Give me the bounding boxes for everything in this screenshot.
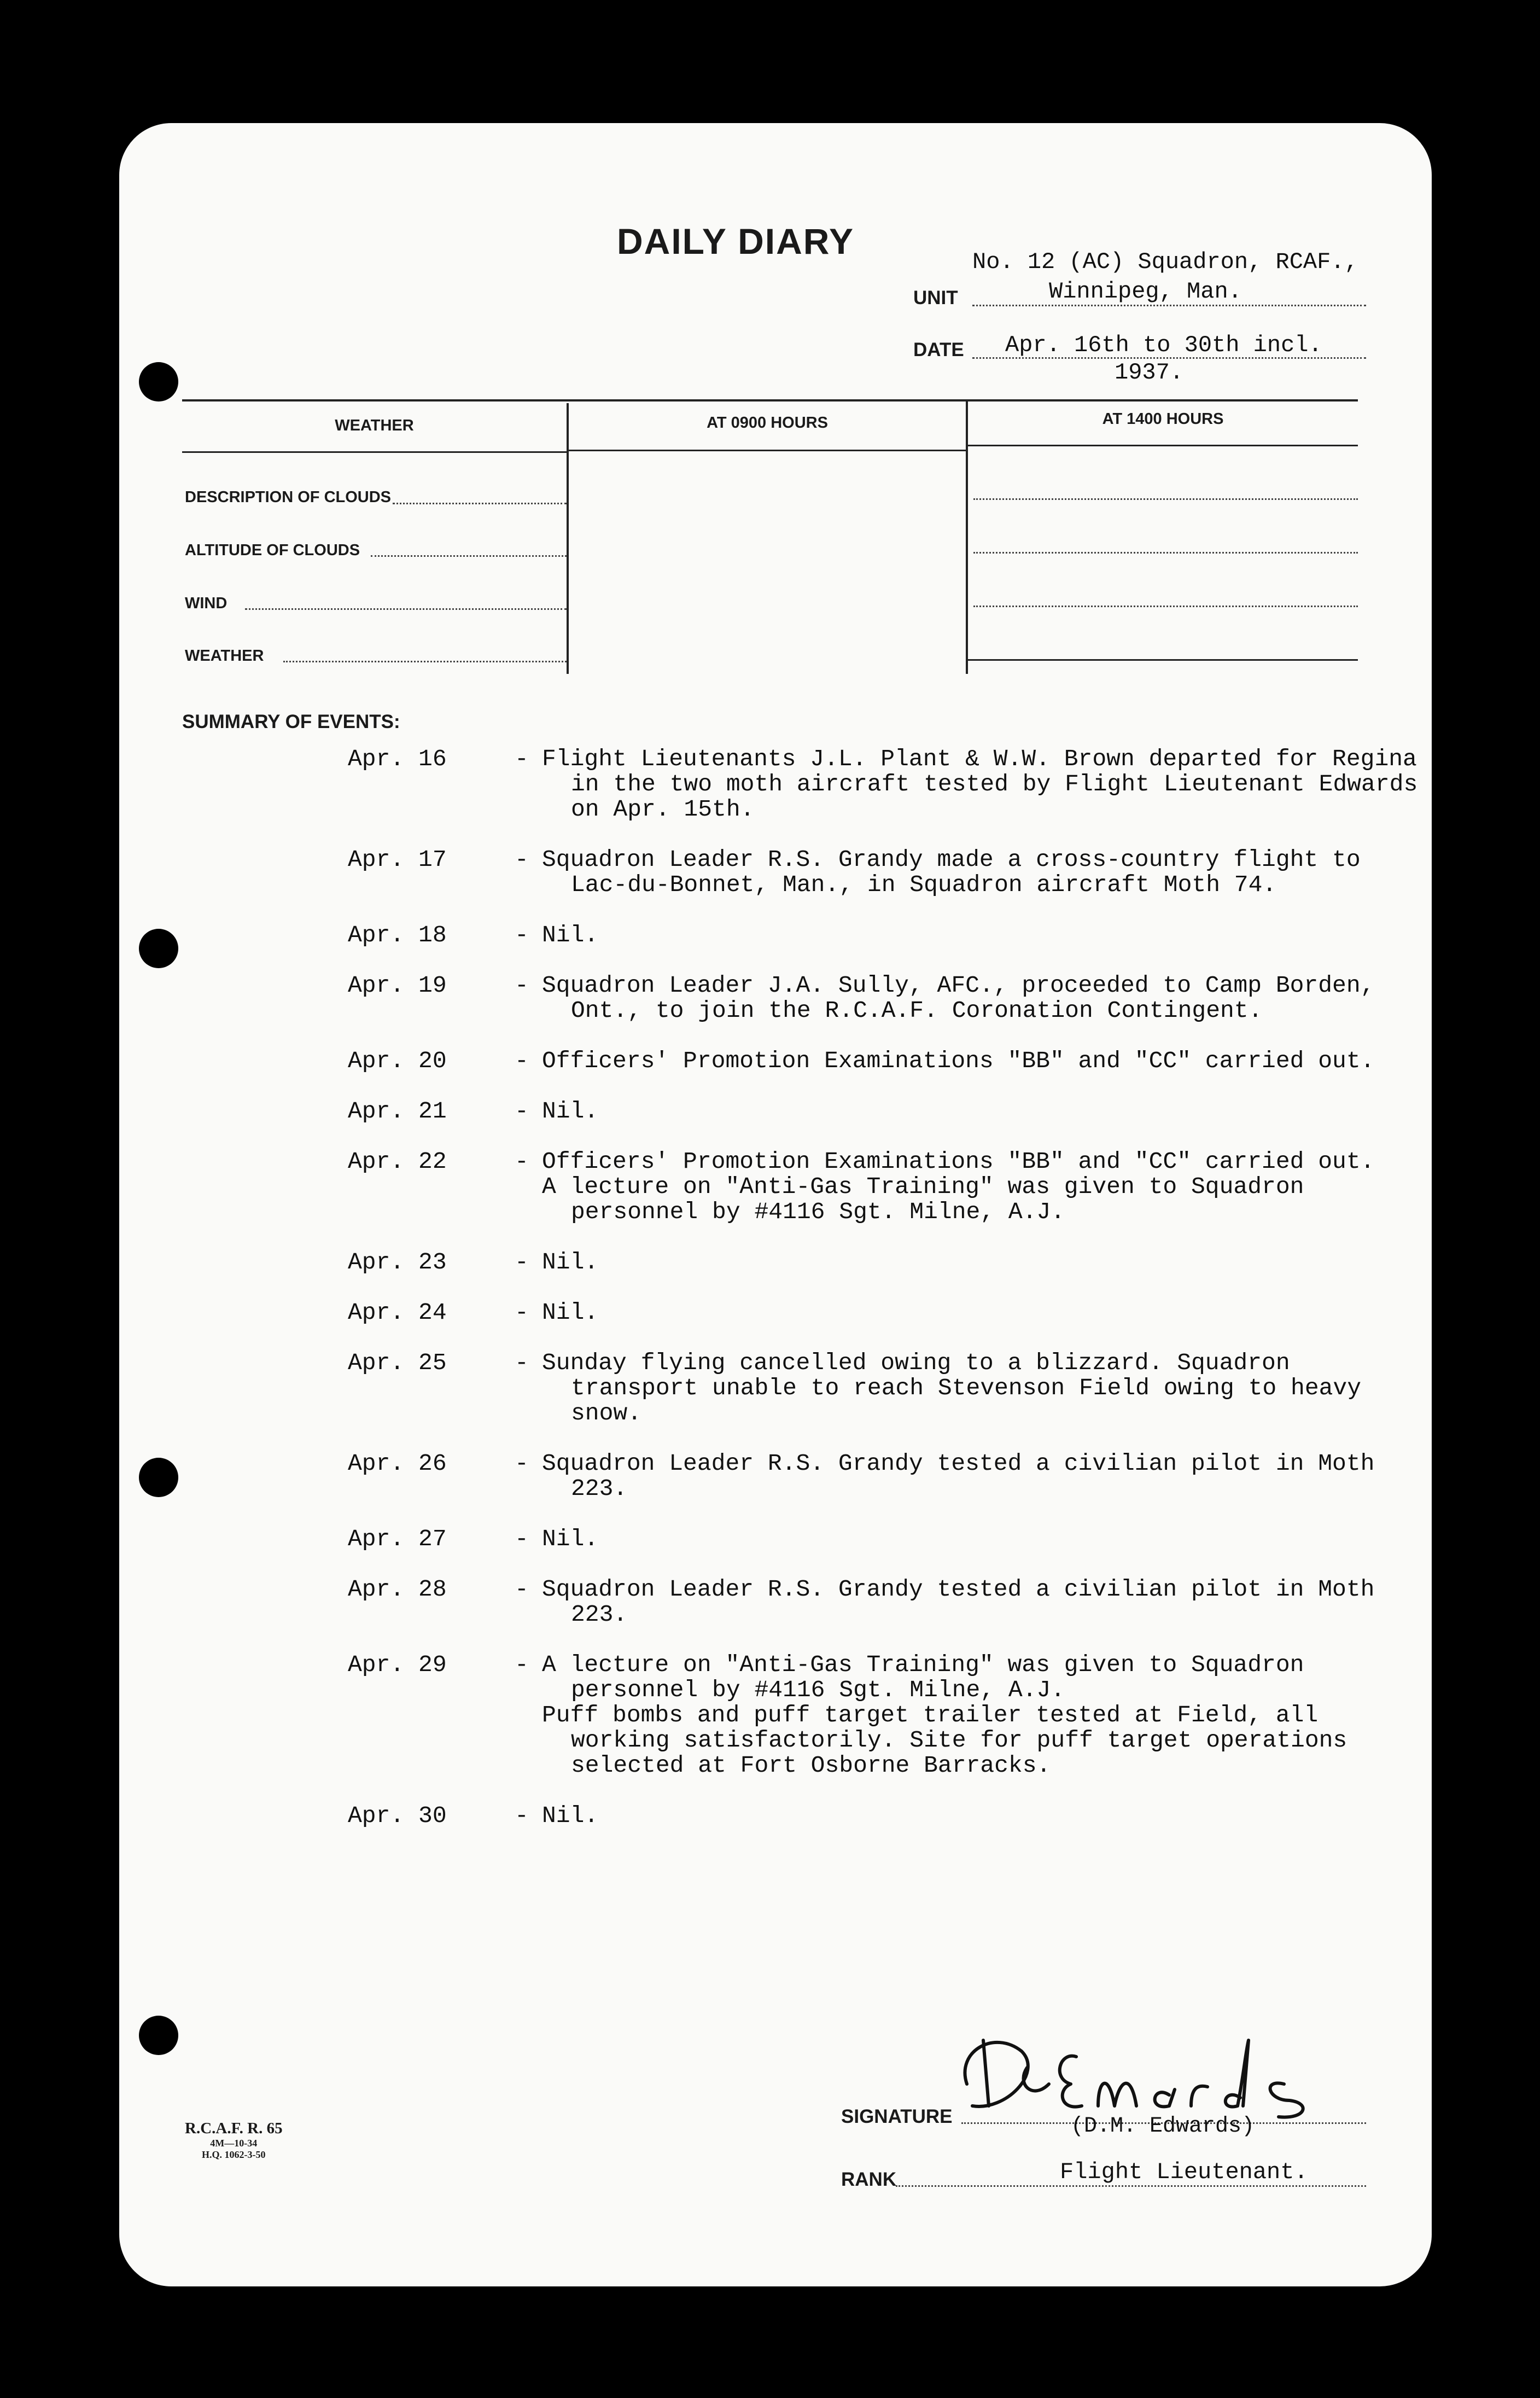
event-paragraph: A lecture on "Anti-Gas Training" was given to Squadron personnel by #4116 Sgt. Milne, A.J.	[542, 1651, 1304, 1703]
event-text	[542, 1049, 1420, 1074]
rank-dotted-line	[896, 2185, 1366, 2187]
signature-label: SIGNATURE	[841, 2106, 953, 2127]
event-text	[542, 1451, 1420, 1501]
event-entry	[348, 1652, 1420, 1778]
event-dash: -	[515, 1651, 529, 1678]
rank-label: RANK	[841, 2169, 897, 2190]
event-text	[542, 1577, 1420, 1627]
form-code-line-1: R.C.A.F. R. 65	[185, 2120, 283, 2137]
event-text	[542, 747, 1420, 822]
event-paragraph: Officers' Promotion Examinations "BB" and "CC" carried out.	[542, 1148, 1375, 1175]
event-entry	[348, 1149, 1420, 1225]
form-code	[185, 2120, 283, 2161]
event-date: Apr. 27	[348, 1526, 447, 1552]
event-dash: -	[515, 1299, 529, 1326]
table-top-rule	[182, 399, 1358, 401]
unit-dotted-line	[972, 305, 1366, 306]
event-date: Apr. 29	[348, 1651, 447, 1678]
event-date: Apr. 28	[348, 1576, 447, 1603]
event-paragraph: Squadron Leader R.S. Grandy tested a civilian pilot in Moth 223.	[542, 1576, 1375, 1628]
event-dash: -	[515, 1098, 529, 1125]
col-weather-header: WEATHER	[335, 417, 414, 434]
header-rule	[968, 445, 1358, 446]
header-rule	[569, 450, 966, 451]
event-paragraph: Nil.	[542, 1526, 599, 1552]
event-entry	[348, 1099, 1420, 1124]
event-text	[542, 1099, 1420, 1124]
event-dash: -	[515, 922, 529, 948]
event-entry	[348, 1351, 1420, 1426]
form-code-line-2: 4M—10-34	[210, 2138, 258, 2149]
event-date: Apr. 26	[348, 1450, 447, 1477]
event-dash: -	[515, 1349, 529, 1376]
event-date: Apr. 19	[348, 972, 447, 999]
event-dash: -	[515, 1450, 529, 1477]
event-text	[542, 1803, 1420, 1829]
event-date: Apr. 30	[348, 1802, 447, 1829]
event-date: Apr. 25	[348, 1349, 447, 1376]
event-paragraph: Officers' Promotion Examinations "BB" and "CC" carried out.	[542, 1047, 1375, 1074]
unit-label: UNIT	[913, 287, 958, 309]
signature-printed-name: (D.M. Edwards)	[1071, 2114, 1255, 2139]
event-paragraph: Flight Lieutenants J.L. Plant & W.W. Brown departed for Regina in the two moth aircraft tested by Flight Lieutenant Edwards on Apr. 15th.	[542, 746, 1418, 823]
summary-heading: SUMMARY OF EVENTS:	[182, 711, 400, 732]
punch-hole	[139, 1458, 178, 1497]
event-text	[542, 1300, 1420, 1325]
event-date: Apr. 21	[348, 1098, 447, 1125]
unit-line-1: No. 12 (AC) Squadron, RCAF.,	[972, 249, 1358, 275]
event-entry	[348, 973, 1420, 1023]
event-entry	[348, 1250, 1420, 1275]
header-rule	[182, 451, 567, 453]
punch-hole	[139, 362, 178, 401]
event-date: Apr. 24	[348, 1299, 447, 1326]
event-dash: -	[515, 1047, 529, 1074]
event-dash: -	[515, 972, 529, 999]
event-paragraph: Puff bombs and puff target trailer tested at Field, all working satisfactorily. Site for puff target operations selected at Fort Osborne Barracks.	[542, 1702, 1348, 1779]
event-entry	[348, 1527, 1420, 1552]
event-text	[542, 1149, 1420, 1225]
event-paragraph: Nil.	[542, 922, 599, 948]
event-entry	[348, 847, 1420, 898]
table-divider	[966, 399, 968, 674]
diary-page	[119, 123, 1432, 2286]
row-dotted-line	[973, 552, 1358, 554]
event-paragraph: Squadron Leader J.A. Sully, AFC., proceeded to Camp Borden, Ont., to join the R.C.A.F. Coronation Contingent.	[542, 972, 1375, 1024]
form-code-line-3: H.Q. 1062-3-50	[202, 2149, 266, 2160]
event-paragraph: Nil.	[542, 1299, 599, 1326]
col-1400-header: AT 1400 HOURS	[1102, 410, 1224, 428]
event-dash: -	[515, 746, 529, 772]
col-0900-header: AT 0900 HOURS	[707, 414, 828, 432]
event-entry	[348, 1803, 1420, 1829]
event-paragraph: Squadron Leader R.S. Grandy made a cross-country flight to Lac-du-Bonnet, Man., in Squadron aircraft Moth 74.	[542, 846, 1361, 898]
event-text	[542, 923, 1420, 948]
event-dash: -	[515, 1249, 529, 1276]
row-description-clouds: DESCRIPTION OF CLOUDS	[185, 488, 392, 506]
date-label: DATE	[913, 339, 964, 360]
table-bottom-rule	[968, 659, 1358, 661]
event-date: Apr. 16	[348, 746, 447, 772]
event-text	[542, 1652, 1420, 1778]
event-dash: -	[515, 846, 529, 873]
event-date: Apr. 20	[348, 1047, 447, 1074]
unit-line-2: Winnipeg, Man.	[1049, 278, 1242, 305]
event-dash: -	[515, 1526, 529, 1552]
event-entry	[348, 1577, 1420, 1627]
row-dotted-line	[973, 498, 1358, 500]
row-altitude-clouds: ALTITUDE OF CLOUDS	[185, 542, 360, 559]
event-paragraph: A lecture on "Anti-Gas Training" was given to Squadron personnel by #4116 Sgt. Milne, A.J.	[542, 1173, 1304, 1225]
row-dotted-line	[245, 608, 567, 610]
event-dash: -	[515, 1576, 529, 1603]
event-text	[542, 1351, 1420, 1426]
event-entry	[348, 1300, 1420, 1325]
event-entry	[348, 923, 1420, 948]
row-weather: WEATHER	[185, 647, 264, 665]
event-paragraph: Squadron Leader R.S. Grandy tested a civilian pilot in Moth 223.	[542, 1450, 1375, 1502]
row-dotted-line	[371, 555, 567, 557]
event-entry	[348, 747, 1420, 822]
date-line-2: 1937.	[1115, 359, 1184, 386]
event-paragraph: Sunday flying cancelled owing to a blizzard. Squadron transport unable to reach Stevenson Field owing to heavy snow.	[542, 1349, 1362, 1427]
date-line-1: Apr. 16th to 30th incl.	[1005, 332, 1322, 358]
event-date: Apr. 18	[348, 922, 447, 948]
event-text	[542, 1527, 1420, 1552]
rank-value: Flight Lieutenant.	[1060, 2159, 1308, 2185]
event-paragraph: Nil.	[542, 1098, 599, 1125]
event-date: Apr. 22	[348, 1148, 447, 1175]
event-entry	[348, 1049, 1420, 1074]
event-paragraph: Nil.	[542, 1802, 599, 1829]
events-list	[348, 747, 1420, 1829]
event-entry	[348, 1451, 1420, 1501]
row-dotted-line	[393, 503, 567, 504]
row-dotted-line	[973, 606, 1358, 607]
punch-hole	[139, 929, 178, 968]
event-dash: -	[515, 1802, 529, 1829]
event-dash: -	[515, 1148, 529, 1175]
row-wind: WIND	[185, 595, 228, 612]
event-date: Apr. 17	[348, 846, 447, 873]
page-title: DAILY DIARY	[617, 221, 854, 261]
event-text	[542, 1250, 1420, 1275]
event-text	[542, 973, 1420, 1023]
punch-hole	[139, 2016, 178, 2055]
row-dotted-line	[283, 661, 567, 662]
event-date: Apr. 23	[348, 1249, 447, 1276]
event-paragraph: Nil.	[542, 1249, 599, 1276]
table-divider	[567, 403, 569, 674]
event-text	[542, 847, 1420, 898]
